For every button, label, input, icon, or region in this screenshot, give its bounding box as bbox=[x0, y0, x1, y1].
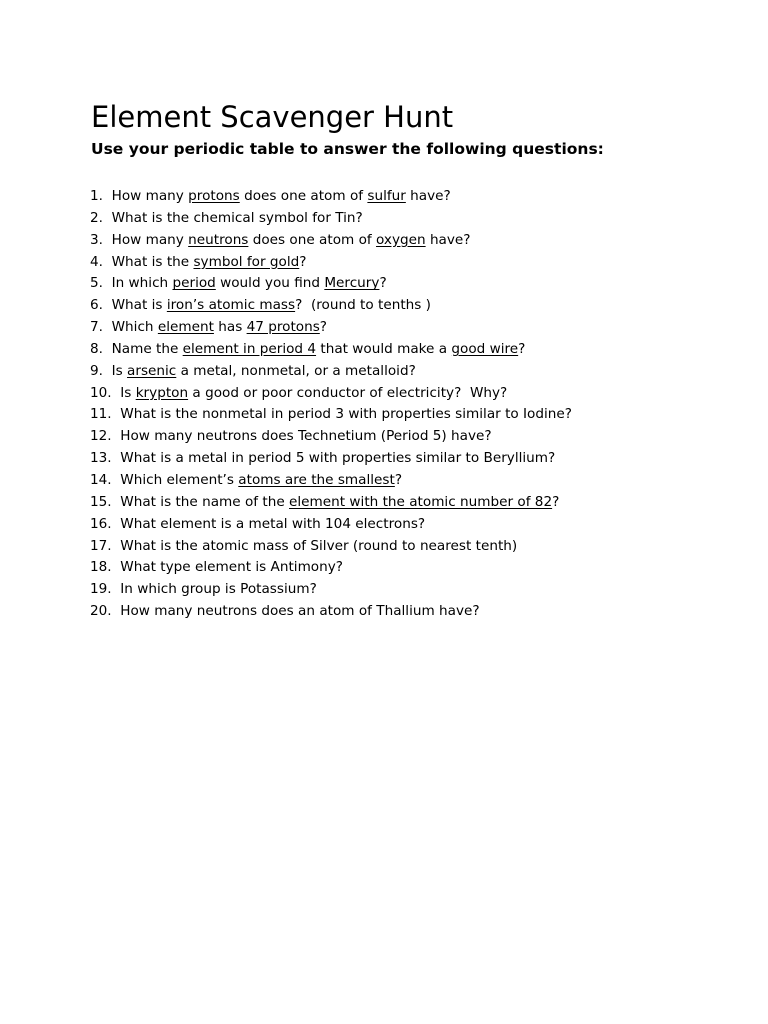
question-text: 8. Name the bbox=[90, 340, 183, 357]
question-item bbox=[90, 514, 572, 536]
question-item bbox=[90, 252, 572, 274]
question-item bbox=[90, 230, 572, 252]
question-text: 2. What is the chemical symbol for Tin? bbox=[90, 209, 363, 226]
question-item bbox=[90, 448, 572, 470]
question-text: have? bbox=[405, 188, 451, 204]
question-item bbox=[90, 186, 572, 208]
question-item bbox=[90, 492, 572, 514]
question-text: 16. What element is a metal with 104 electrons? bbox=[90, 515, 426, 532]
underlined-term: krypton bbox=[135, 384, 189, 401]
question-text: 15. What is the name of the bbox=[90, 493, 290, 510]
question-text: 10. Is bbox=[90, 384, 136, 401]
underlined-term: sulfur bbox=[367, 188, 406, 204]
question-text: 6. What is bbox=[90, 297, 167, 314]
question-text: ? bbox=[319, 319, 328, 336]
question-item bbox=[90, 579, 572, 601]
question-text: that would make a bbox=[316, 340, 452, 357]
question-item bbox=[90, 295, 572, 317]
underlined-term: iron’s atomic mass bbox=[166, 297, 296, 314]
underlined-term: period bbox=[172, 275, 216, 292]
question-text: 20. How many neutrons does an atom of Thallium have? bbox=[90, 603, 480, 620]
underlined-term: protons bbox=[188, 188, 240, 204]
underlined-term: element bbox=[157, 319, 214, 336]
question-text: ? bbox=[394, 471, 403, 488]
question-item bbox=[90, 208, 572, 230]
question-text: 18. What type element is Antimony? bbox=[90, 559, 343, 576]
question-text: 1. How many bbox=[90, 188, 189, 204]
question-text: 19. In which group is Potassium? bbox=[90, 581, 317, 598]
question-item bbox=[90, 317, 572, 339]
question-item bbox=[90, 273, 572, 295]
question-text: 17. What is the atomic mass of Silver (round to nearest tenth) bbox=[90, 537, 518, 554]
underlined-term: symbol for gold bbox=[193, 253, 300, 270]
question-item bbox=[90, 339, 572, 361]
question-text: 5. In which bbox=[90, 275, 173, 292]
question-text: 3. How many bbox=[90, 231, 189, 248]
question-list bbox=[90, 186, 572, 623]
question-text: has bbox=[213, 319, 247, 336]
question-item bbox=[90, 383, 572, 405]
question-item bbox=[90, 470, 572, 492]
page-title: Element Scavenger Hunt bbox=[91, 100, 454, 134]
underlined-term: arsenic bbox=[127, 362, 177, 379]
underlined-term: atoms are the smallest bbox=[238, 471, 395, 488]
question-text: 9. Is bbox=[90, 362, 128, 379]
question-text: does one atom of bbox=[239, 188, 368, 204]
question-text: ? bbox=[552, 493, 560, 510]
underlined-term: element with the atomic number of 82 bbox=[289, 493, 553, 510]
underlined-term: neutrons bbox=[188, 231, 249, 248]
question-item bbox=[90, 404, 572, 426]
question-text: ? bbox=[379, 275, 387, 292]
question-text: 7. Which bbox=[90, 319, 158, 336]
question-text: 11. What is the nonmetal in period 3 with properties similar to Iodine? bbox=[90, 406, 572, 423]
underlined-term: element in period 4 bbox=[182, 340, 317, 357]
underlined-term: oxygen bbox=[376, 231, 426, 248]
underlined-term: 47 protons bbox=[246, 319, 320, 336]
question-text: ? bbox=[518, 340, 526, 357]
question-item bbox=[90, 536, 572, 558]
question-text: 14. Which element’s bbox=[90, 471, 239, 488]
question-text: would you find bbox=[215, 275, 325, 292]
underlined-term: Mercury bbox=[324, 275, 380, 292]
instructions: Use your periodic table to answer the following questions: bbox=[91, 140, 604, 158]
question-item bbox=[90, 557, 572, 579]
question-item bbox=[90, 361, 572, 383]
question-text: ? (round to tenths ) bbox=[295, 297, 431, 314]
question-text: a metal, nonmetal, or a metalloid? bbox=[176, 362, 416, 379]
underlined-term: good wire bbox=[451, 340, 519, 357]
question-text: have? bbox=[425, 231, 471, 248]
question-text: 13. What is a metal in period 5 with properties similar to Beryllium? bbox=[90, 450, 556, 467]
question-text: ? bbox=[299, 253, 307, 270]
question-item bbox=[90, 601, 572, 623]
question-text: 12. How many neutrons does Technetium (Period 5) have? bbox=[90, 428, 492, 445]
question-text: does one atom of bbox=[248, 231, 377, 248]
question-text: 4. What is the bbox=[90, 253, 194, 270]
question-item bbox=[90, 426, 572, 448]
question-text: a good or poor conductor of electricity? Why? bbox=[188, 384, 508, 401]
